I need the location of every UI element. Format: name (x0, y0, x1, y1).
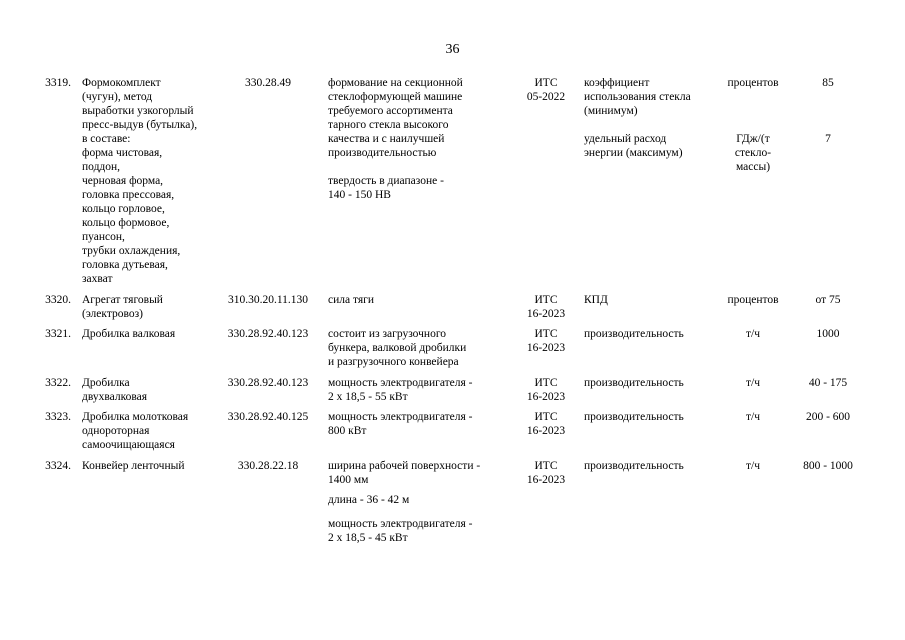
name-line: (электровоз) (82, 308, 143, 320)
unit (713, 76, 793, 174)
name-line: самоочищающаяся (82, 439, 175, 451)
value: от 75 (815, 294, 841, 306)
char-line: ширина рабочей поверхности - (328, 460, 481, 472)
its-label: ИТС (534, 411, 558, 423)
char-line: мощность электродвигателя - (328, 377, 473, 389)
value: 40 - 175 (808, 377, 848, 389)
its-number: 05-2022 (526, 91, 566, 103)
its-label: ИТС (534, 328, 558, 340)
row-number: 3319. (45, 77, 71, 89)
char-line: производительностью (328, 147, 437, 159)
product-name (82, 76, 222, 286)
its-reference (506, 459, 586, 487)
name-line: кольцо горловое, (82, 203, 165, 215)
characteristics (328, 76, 508, 202)
characteristics (328, 376, 508, 404)
characteristics (328, 459, 508, 545)
char-line: и разгрузочного конвейера (328, 356, 459, 368)
name-line: трубки охлаждения, (82, 245, 181, 257)
indicator: производительность (584, 328, 684, 340)
indicator (584, 76, 724, 160)
char-line: 1400 мм (328, 474, 369, 486)
its-label: ИТС (534, 77, 558, 89)
indicator-line: (минимум) (584, 105, 638, 117)
name-line: в составе: (82, 133, 131, 145)
char-line: 800 кВт (328, 425, 367, 437)
value: 200 - 600 (805, 411, 851, 423)
its-number: 16-2023 (526, 425, 566, 437)
okpd-code: 330.28.92.40.125 (227, 411, 309, 423)
char-line: сила тяги (328, 294, 375, 306)
unit: т/ч (745, 377, 760, 389)
characteristics (328, 293, 508, 307)
name-line: Конвейер ленточный (82, 460, 185, 472)
name-line: головка прессовая, (82, 189, 175, 201)
name-line: пресс-выдув (бутылка), (82, 119, 198, 131)
page-number: 36 (445, 42, 460, 57)
okpd-code: 330.28.92.40.123 (227, 377, 309, 389)
its-label: ИТС (534, 294, 558, 306)
row-number: 3324. (45, 460, 71, 472)
unit: т/ч (745, 328, 760, 340)
char-line: стеклоформующей машине (328, 91, 463, 103)
its-reference (506, 293, 586, 321)
char-line: длина - 36 - 42 м (328, 494, 410, 506)
its-label: ИТС (534, 460, 558, 472)
okpd-code: 310.30.20.11.130 (227, 294, 309, 306)
name-line: выработки узкогорлый (82, 105, 194, 117)
name-line: (чугун), метод (82, 91, 153, 103)
char-line: 2 x 18,5 - 45 кВт (328, 532, 408, 544)
row-number: 3321. (45, 328, 71, 340)
unit: т/ч (745, 460, 760, 472)
name-line: форма чистовая, (82, 147, 163, 159)
unit: т/ч (745, 411, 760, 423)
indicator: производительность (584, 377, 684, 389)
unit-line: ГДж/(т (736, 133, 770, 145)
product-name (82, 327, 222, 341)
product-name (82, 410, 222, 452)
value: 800 - 1000 (803, 460, 853, 472)
name-line: головка дутьевая, (82, 259, 168, 271)
name-line: черновая форма, (82, 175, 164, 187)
char-line: формование на секционной (328, 77, 463, 89)
its-number: 16-2023 (526, 391, 566, 403)
name-line: Агрегат тяговый (82, 294, 163, 306)
char-line: бункера, валковой дробилки (328, 342, 467, 354)
unit-line: процентов (727, 77, 779, 89)
value-line: 7 (825, 133, 831, 145)
char-line: мощность электродвигателя - (328, 518, 473, 530)
its-number: 16-2023 (526, 342, 566, 354)
indicator-line: удельный расход (584, 133, 667, 145)
its-number: 16-2023 (526, 474, 566, 486)
name-line: Дробилка валковая (82, 328, 176, 340)
its-reference (506, 410, 586, 438)
char-line: мощность электродвигателя - (328, 411, 473, 423)
its-reference (506, 76, 586, 104)
indicator: производительность (584, 411, 684, 423)
value: 1000 (816, 328, 840, 340)
indicator-line: энергии (максимум) (584, 147, 683, 159)
product-name (82, 459, 222, 473)
name-line: поддон, (82, 161, 121, 173)
value (788, 76, 868, 146)
indicator-line: использования стекла (584, 91, 691, 103)
row-number: 3323. (45, 411, 71, 423)
indicator: КПД (584, 294, 608, 306)
row-number: 3322. (45, 377, 71, 389)
okpd-code: 330.28.49 (245, 77, 291, 89)
char-line: состоит из загрузочного (328, 328, 447, 340)
indicator-line: коэффициент (584, 77, 650, 89)
value-line: 85 (822, 77, 834, 89)
name-line: захват (82, 273, 113, 285)
okpd-code: 330.28.22.18 (237, 460, 299, 472)
row-number: 3320. (45, 294, 71, 306)
its-reference (506, 327, 586, 355)
name-line: пуансон, (82, 231, 125, 243)
char-line: твердость в диапазоне - (328, 175, 444, 187)
indicator: производительность (584, 460, 684, 472)
name-line: однороторная (82, 425, 150, 437)
its-label: ИТС (534, 377, 558, 389)
char-line: 140 - 150 HB (328, 189, 391, 201)
char-line: требуемого ассортимента (328, 105, 453, 117)
name-line: Формокомплект (82, 77, 161, 89)
product-name (82, 293, 222, 321)
char-line: тарного стекла высокого (328, 119, 449, 131)
characteristics (328, 327, 508, 369)
okpd-code: 330.28.92.40.123 (227, 328, 309, 340)
characteristics (328, 410, 508, 438)
name-line: Дробилка молотковая (82, 411, 189, 423)
name-line: Дробилка (82, 377, 130, 389)
unit-line: стекло- (734, 147, 772, 159)
char-line: качества и с наилучшей (328, 133, 445, 145)
unit: процентов (727, 294, 779, 306)
name-line: двухвалковая (82, 391, 148, 403)
char-line: 2 x 18,5 - 55 кВт (328, 391, 408, 403)
name-line: кольцо формовое, (82, 217, 170, 229)
unit-line: массы) (735, 161, 771, 173)
product-name (82, 376, 222, 404)
its-reference (506, 376, 586, 404)
its-number: 16-2023 (526, 308, 566, 320)
